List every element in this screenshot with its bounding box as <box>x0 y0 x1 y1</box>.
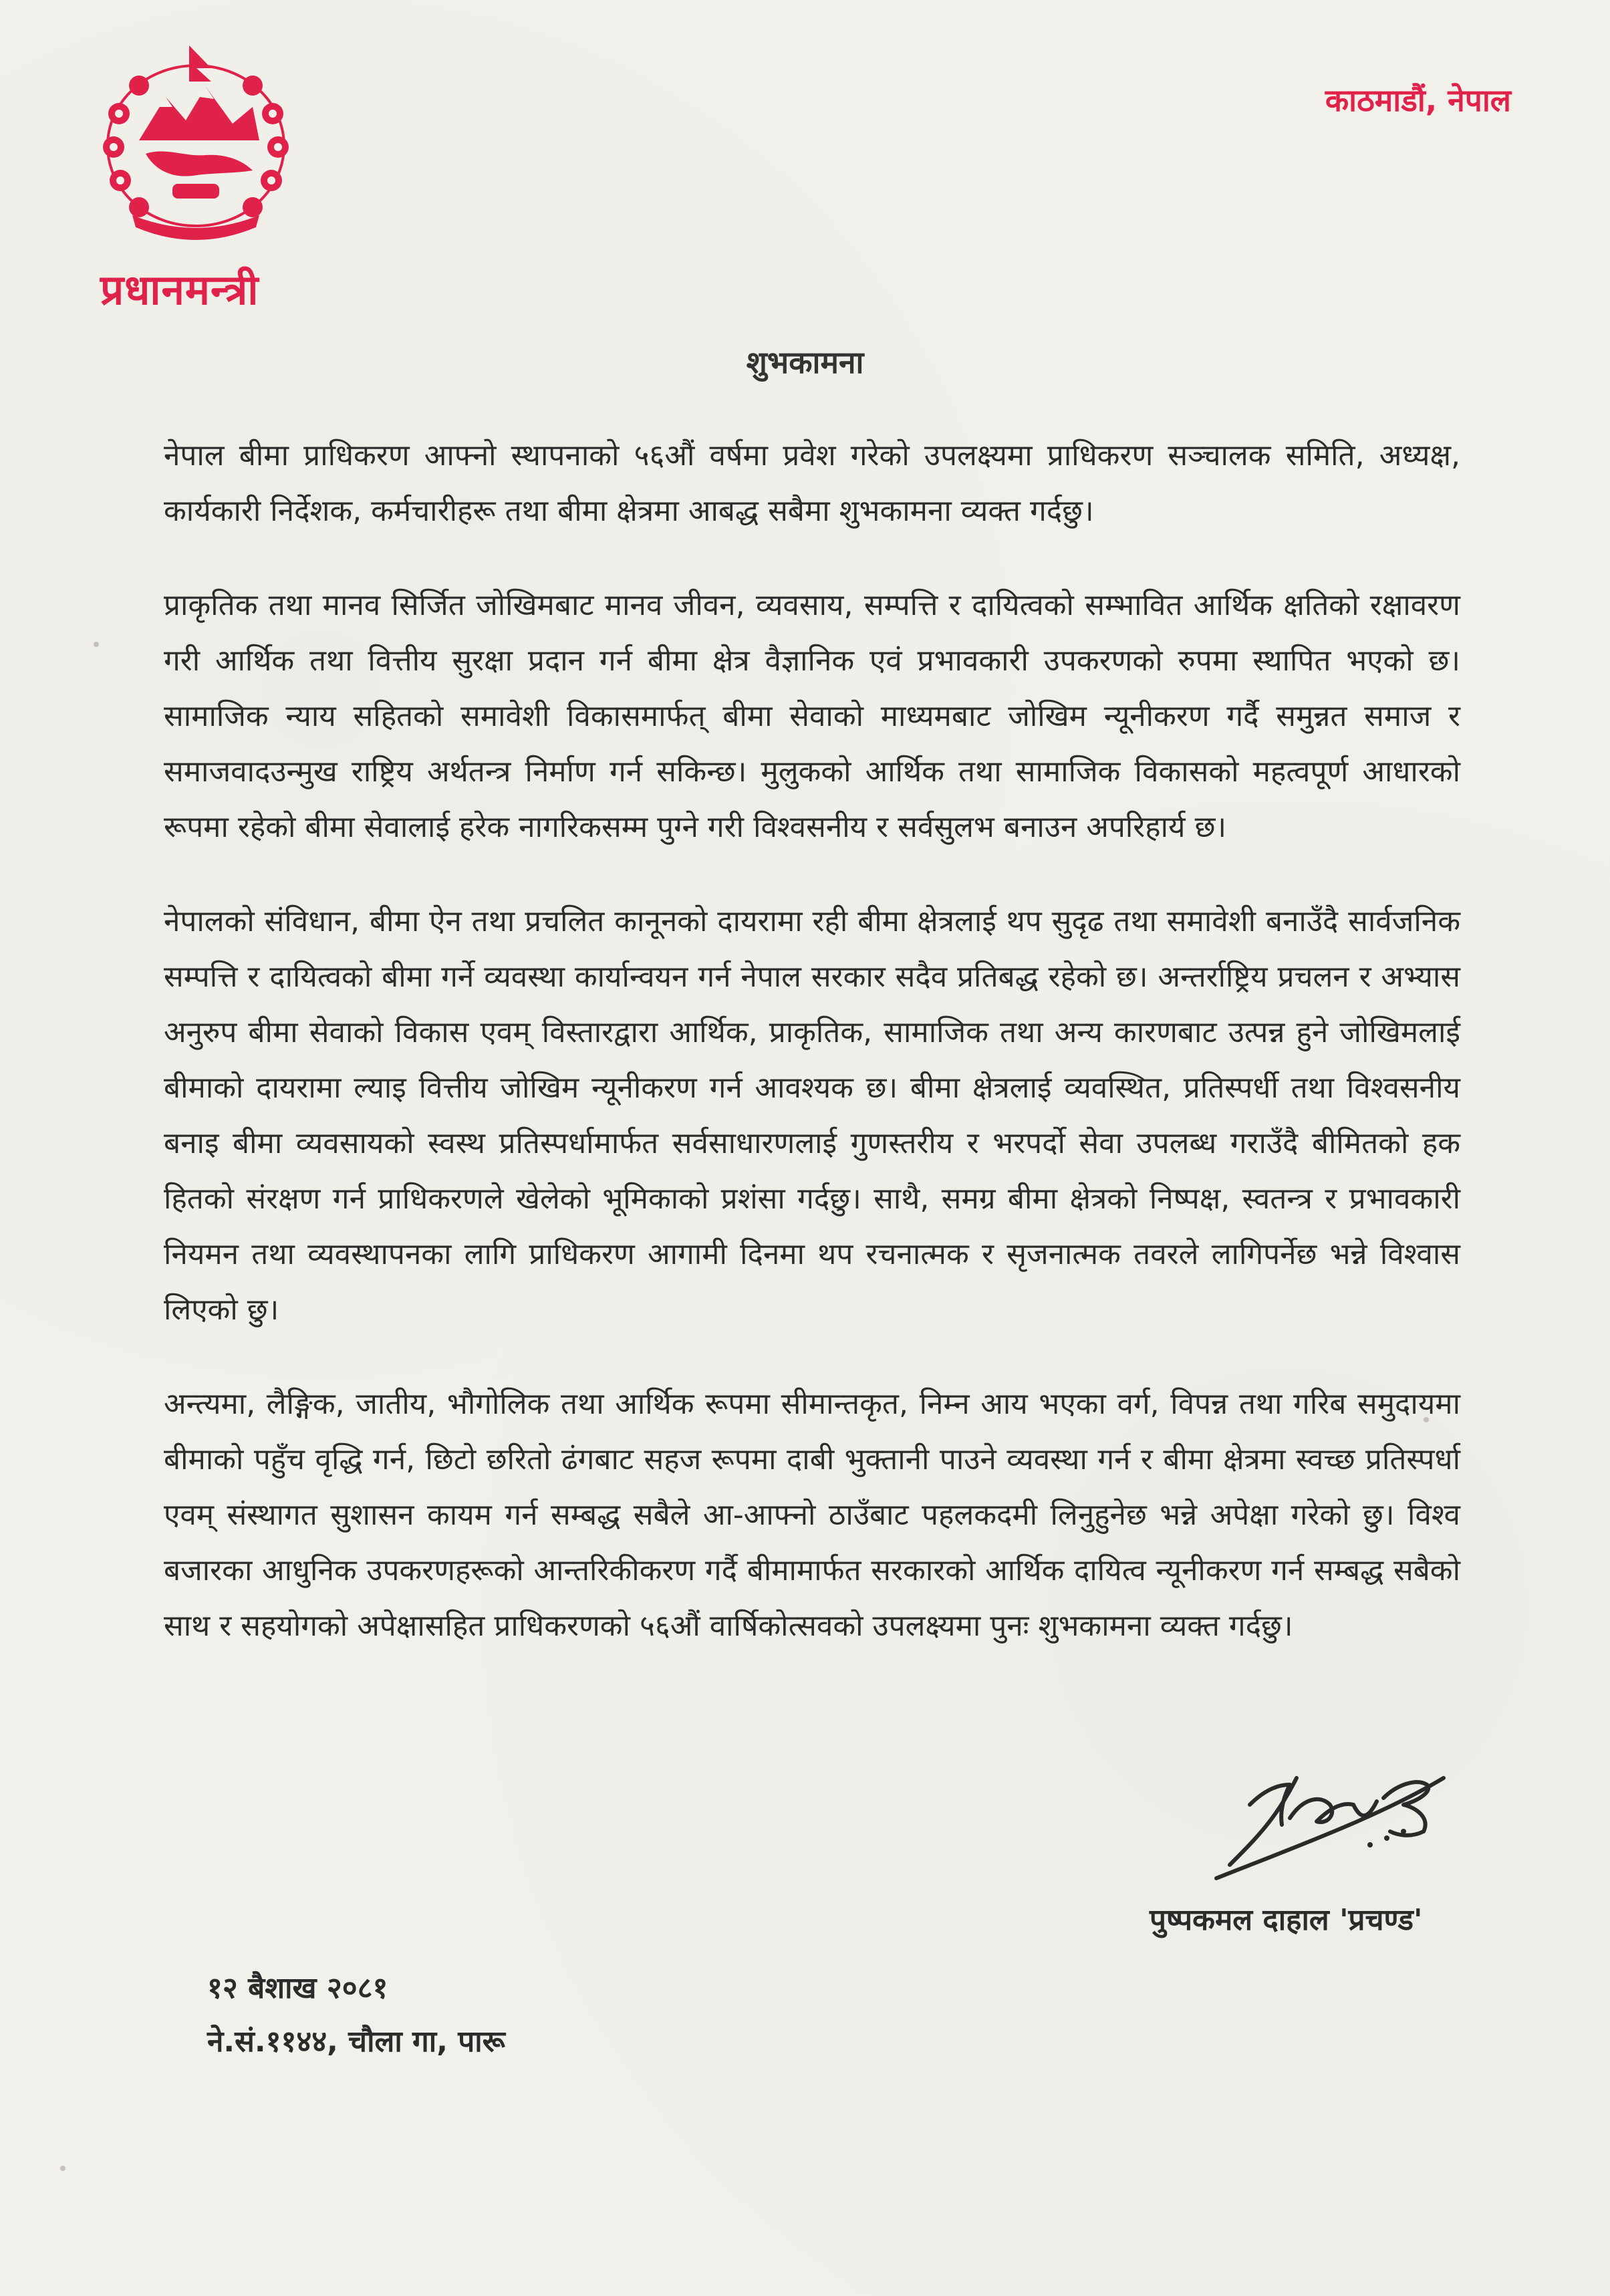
paper-speck <box>94 642 99 647</box>
paper-speck <box>60 2166 65 2171</box>
paper-speck <box>1424 1417 1429 1422</box>
office-name: प्रधानमन्त्री <box>100 265 259 314</box>
paragraph: अन्त्यमा, लैङ्गिक, जातीय, भौगोलिक तथा आर्थिक रूपमा सीमान्तकृत, निम्न आय भएका वर्ग, विपन्न तथा गरिब समुदायमा बीमाको पहुँच वृद्धि गर्न, छिटो छरितो ढंगबाट सहज रूपमा दाबी भुक्तानी पाउने व्यवस्था गर्न र बीमा क्षेत्रमा स्वच्छ प्रतिस्पर्धा एवम् संस्थागत सुशासन कायम गर्न सम्बद्ध सबैले आ-आफ्नो ठाउँबाट पहलकदमी लिनुहुनेछ भन्ने अपेक्षा गरेको छु। विश्व बजारका आधुनिक उपकरणहरूको आन्तरिकीकरण गर्दै बीमामार्फत सरकारको आर्थिक दायित्व न्यूनीकरण गर्न सम्बद्ध सबैको साथ र सहयोगको अपेक्षासहित प्राधिकरणको ५६औं वार्षिकोत्सवको उपलक्ष्यमा पुनः शुभकामना व्यक्त गर्दछु। <box>164 1387 1460 1643</box>
paragraph: प्राकृतिक तथा मानव सिर्जित जोखिमबाट मानव जीवन, व्यवसाय, सम्पत्ति र दायित्वको सम्भावित आर्थिक क्षतिको रक्षावरण गरी आर्थिक तथा वित्तीय सुरक्षा प्रदान गर्न बीमा क्षेत्र वैज्ञानिक एवं प्रभावकारी उपकरणको रुपमा स्थापित भएको छ। सामाजिक न्याय सहितको समावेशी विकासमार्फत् बीमा सेवाको माध्यमबाट जोखिम न्यूनीकरण गर्दै समुन्नत समाज र समाजवादउन्मुख राष्ट्रिय अर्थतन्त्र निर्माण गर्न सकिन्छ। मुलुकको आर्थिक तथा सामाजिक विकासको महत्वपूर्ण आधारको रूपमा रहेको बीमा सेवालाई हरेक नागरिकसम्म पुग्ने गरी विश्वसनीय र सर्वसुलभ बनाउन अपरिहार्य छ। <box>164 588 1460 844</box>
date-line-gregorian: १२ बैशाख २०८१ <box>207 1971 388 2005</box>
national-emblem-icon <box>92 40 299 241</box>
letter-body <box>164 428 1460 1692</box>
signature-icon <box>1203 1738 1484 1892</box>
signatory-name: पुष्पकमल दाहाल 'प्रचण्ड' <box>1150 1903 1423 1937</box>
letter-title: शुभकामना <box>746 344 864 380</box>
location-label: काठमाडौं, नेपाल <box>1325 82 1511 118</box>
date-line-nepal-sambat: ने.सं.११४४, चौला गा, पारू <box>207 2025 505 2059</box>
date-block <box>207 1962 505 2069</box>
paragraph: नेपालको संविधान, बीमा ऐन तथा प्रचलित कानूनको दायरामा रही बीमा क्षेत्रलाई थप सुदृढ तथा समावेशी बनाउँदै सार्वजनिक सम्पत्ति र दायित्वको बीमा गर्ने व्यवस्था कार्यान्वयन गर्न नेपाल सरकार सदैव प्रतिबद्ध रहेको छ। अन्तर्राष्ट्रिय प्रचलन र अभ्यास अनुरुप बीमा सेवाको विकास एवम् विस्तारद्वारा आर्थिक, प्राकृतिक, सामाजिक तथा अन्य कारणबाट उत्पन्न हुने जोखिमलाई बीमाको दायरामा ल्याइ वित्तीय जोखिम न्यूनीकरण गर्न आवश्यक छ। बीमा क्षेत्रलाई व्यवस्थित, प्रतिस्पर्धी तथा विश्वसनीय बनाइ बीमा व्यवसायको स्वस्थ प्रतिस्पर्धामार्फत सर्वसाधारणलाई गुणस्तरीय र भरपर्दो सेवा उपलब्ध गराउँदै बीमितको हक हितको संरक्षण गर्न प्राधिकरणले खेलेको भूमिकाको प्रशंसा गर्दछु। साथै, समग्र बीमा क्षेत्रको निष्पक्ष, स्वतन्त्र र प्रभावकारी नियमन तथा व्यवस्थापनका लागि प्राधिकरण आगामी दिनमा थप रचनात्मक र सृजनात्मक तवरले लागिपर्नेछ भन्ने विश्वास लिएको छु। <box>164 904 1460 1327</box>
paragraph: नेपाल बीमा प्राधिकरण आफ्नो स्थापनाको ५६औं वर्षमा प्रवेश गरेको उपलक्ष्यमा प्राधिकरण सञ्चालक समिति, अध्यक्ष, कार्यकारी निर्देशक, कर्मचारीहरू तथा बीमा क्षेत्रमा आबद्ध सबैमा शुभकामना व्यक्त गर्दछु। <box>164 438 1460 528</box>
